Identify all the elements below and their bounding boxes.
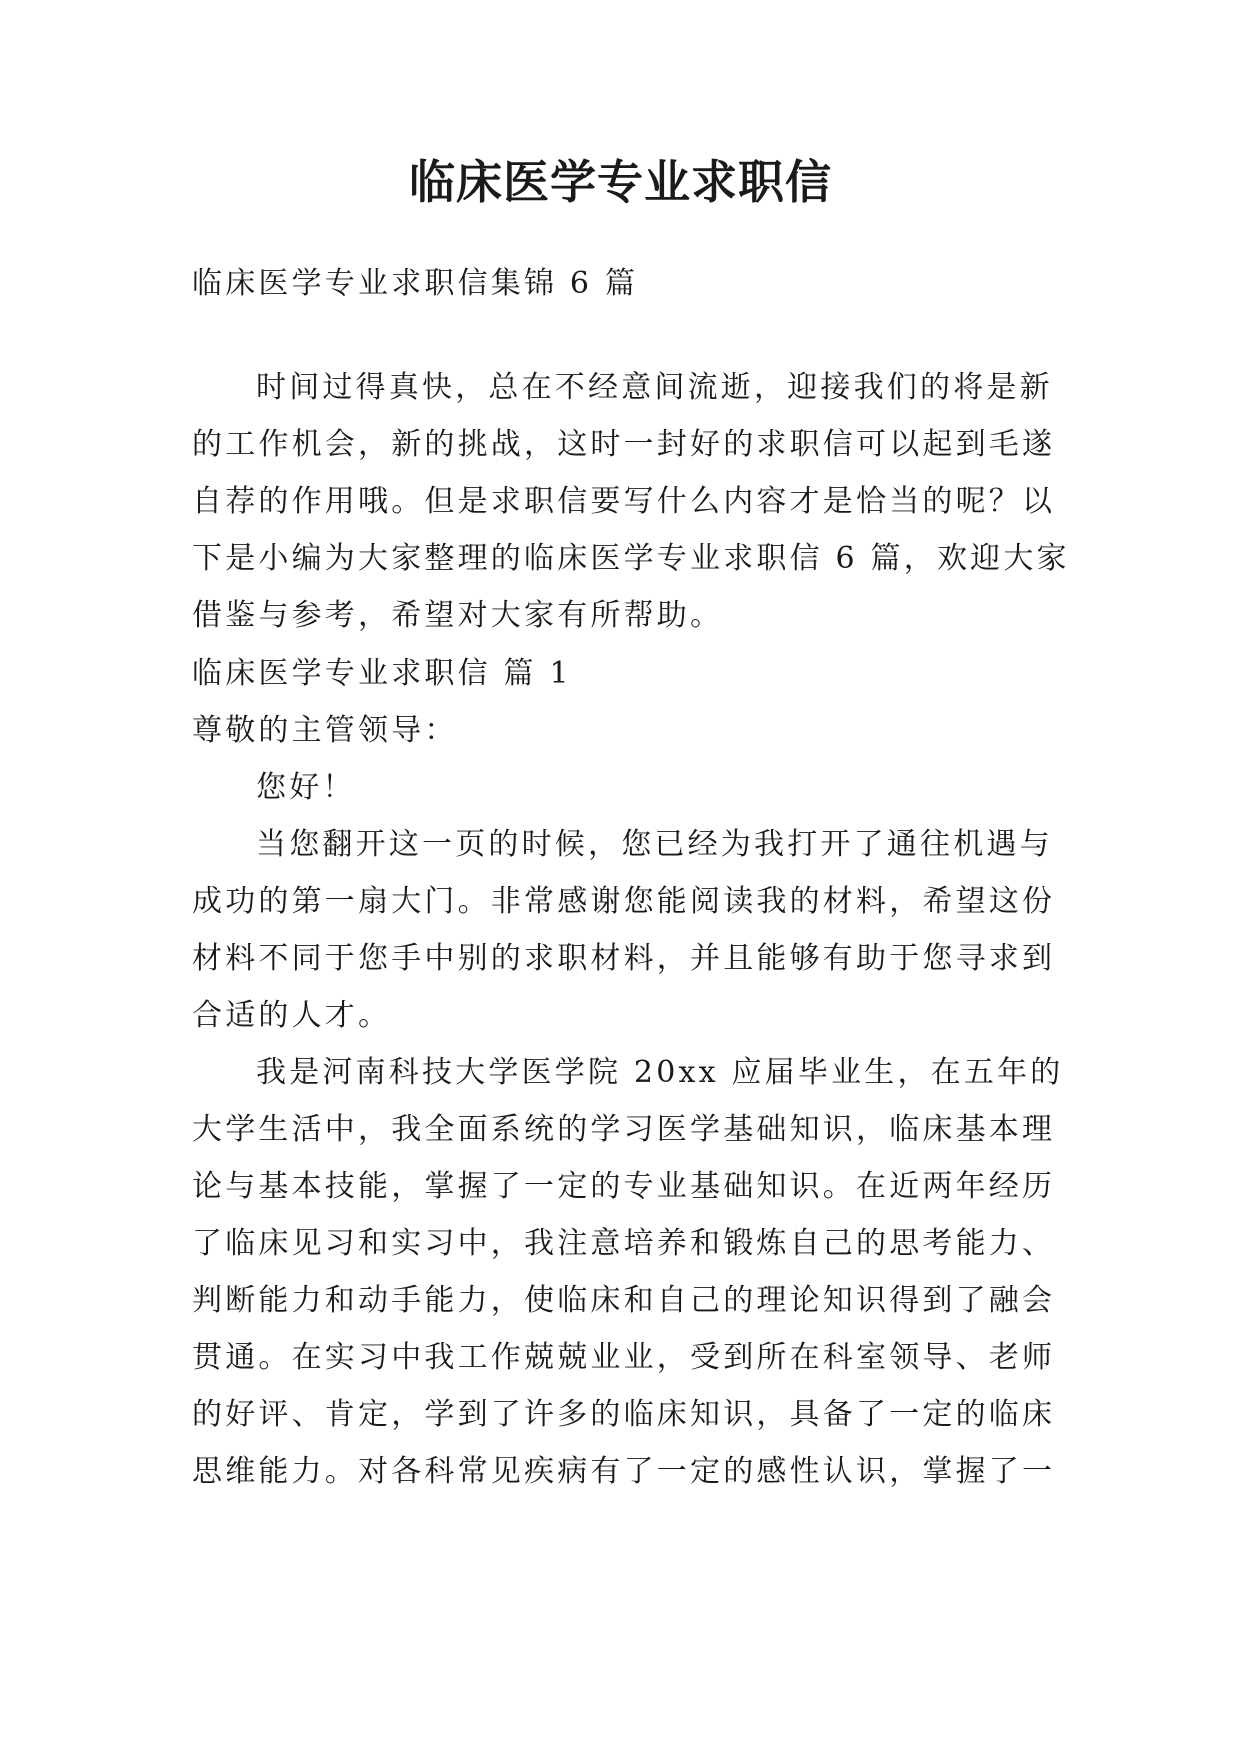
- text-line: 下是小编为大家整理的临床医学专业求职信 6 篇，欢迎大家: [192, 541, 1070, 576]
- section-heading: 临床医学专业求职信 篇 1: [192, 656, 572, 691]
- document-subtitle: 临床医学专业求职信集锦 6 篇: [192, 266, 639, 301]
- text-line: 思维能力。对各科常见疾病有了一定的感性认识，掌握了一: [192, 1454, 1056, 1489]
- text-line: 大学生活中，我全面系统的学习医学基础知识，临床基本理: [192, 1112, 1056, 1147]
- text-line: 成功的第一扇大门。非常感谢您能阅读我的材料，希望这份: [192, 884, 1056, 919]
- text-line: 的工作机会，新的挑战，这时一封好的求职信可以起到毛遂: [192, 427, 1056, 462]
- text-line: 判断能力和动手能力，使临床和自己的理论知识得到了融会: [192, 1283, 1056, 1318]
- text-line: 的好评、肯定，学到了许多的临床知识，具备了一定的临床: [192, 1397, 1056, 1432]
- text-line: 借鉴与参考，希望对大家有所帮助。: [192, 598, 724, 633]
- text-line: 我是河南科技大学医学院 20xx 应届毕业生，在五年的: [256, 1055, 1064, 1090]
- greeting: 您好！: [256, 770, 356, 805]
- text-line: 了临床见习和实习中，我注意培养和锻炼自己的思考能力、: [192, 1226, 1056, 1261]
- text-line: 自荐的作用哦。但是求职信要写什么内容才是恰当的呢？以: [192, 484, 1056, 519]
- document-title: 临床医学专业求职信: [409, 155, 832, 209]
- text-line: 论与基本技能，掌握了一定的专业基础知识。在近两年经历: [192, 1169, 1056, 1204]
- text-line: 合适的人才。: [192, 998, 392, 1033]
- text-line: 贯通。在实习中我工作兢兢业业，受到所在科室领导、老师: [192, 1340, 1056, 1375]
- text-line: 时间过得真快，总在不经意间流逝，迎接我们的将是新: [256, 370, 1053, 405]
- salutation: 尊敬的主管领导：: [192, 713, 458, 748]
- text-line: 材料不同于您手中别的求职材料，并且能够有助于您寻求到: [192, 941, 1056, 976]
- text-line: 当您翻开这一页的时候，您已经为我打开了通往机遇与: [256, 827, 1053, 862]
